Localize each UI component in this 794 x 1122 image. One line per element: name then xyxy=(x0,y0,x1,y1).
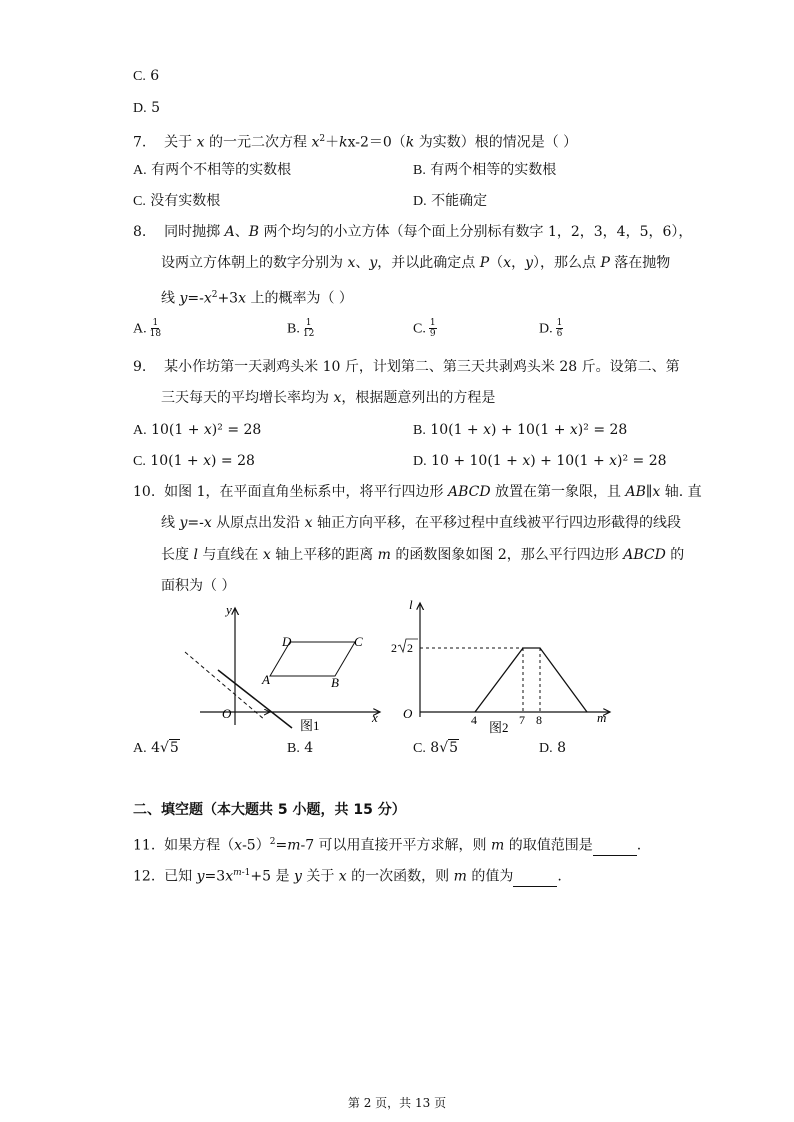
question-9-option-b: B. 10(1 + 𝑥) + 10(1 + 𝑥)² = 28 xyxy=(413,422,628,438)
tick-label-4: 4 xyxy=(471,713,477,727)
question-9-line-1: 9. 某小作坊第一天剥鸡头米 10 斤，计划第二、第三天共剥鸡头米 28 斤。设第二、第 xyxy=(133,359,680,375)
question-9-option-a: A. 10(1 + 𝑥)² = 28 xyxy=(133,422,262,438)
vertex-b-label: B xyxy=(331,675,339,690)
question-10-option-b: B. 4 xyxy=(287,740,314,756)
fraction: $\frac{1}{6}$ xyxy=(556,318,563,339)
question-7-option-c: C. 没有实数根 xyxy=(133,193,221,209)
option-c: C. 6 xyxy=(133,68,160,84)
m-axis-label: m xyxy=(597,710,607,725)
function-graph xyxy=(475,648,587,712)
question-9-option-d: D. 10 + 10(1 + 𝑥) + 10(1 + 𝑥)² = 28 xyxy=(413,453,667,469)
question-7-option-d: D. 不能确定 xyxy=(413,193,488,209)
fraction: $\frac{1}{9}$ xyxy=(429,318,436,339)
fraction: $\frac{1}{12}$ xyxy=(302,318,315,339)
answer-blank[interactable] xyxy=(513,872,557,887)
option-d: D. 5 xyxy=(133,100,160,116)
section-heading: 二、填空题（本大题共 5 小题，共 15 分） xyxy=(133,802,406,818)
question-9-line-2: 三天每天的平均增长率均为 x，根据题意列出的方程是 xyxy=(161,390,496,406)
question-10-line-4: 面积为（ ） xyxy=(161,578,236,594)
question-7-option-a: A. 有两个不相等的实数根 xyxy=(133,162,292,178)
x-axis-label: x xyxy=(372,710,378,725)
question-11: 11. 如果方程$(x-5)^2=m-7$ 可以用直接开平方求解，则 m 的取值范围是 . xyxy=(133,837,642,854)
figure-2-caption: 图2 xyxy=(489,720,509,735)
question-12: 12. 已知 $y=3x^{m-1}+5$ 是 y 关于 x 的一次函数，则 m 的值为 . xyxy=(133,868,562,885)
page-footer: 第 2 页，共 13 页 xyxy=(347,1096,447,1110)
question-10-option-a: A. 4√5 xyxy=(133,740,179,756)
tick-label-coefficient: 2 xyxy=(391,641,397,655)
question-10-line-1: 10. 如图 1，在平面直角坐标系中，将平行四边形 ABCD 放置在第一象限，且 AB∥x 轴. 直 xyxy=(133,484,702,500)
question-8-option-c: C. $\frac{1}{9}$ xyxy=(413,318,436,339)
question-8-option-b: B. $\frac{1}{12}$ xyxy=(287,318,315,339)
tick-label-7: 7 xyxy=(519,713,525,727)
answer-blank[interactable] xyxy=(593,841,637,856)
question-10-line-3: 长度 l 与直线在 x 轴上平移的距离 m 的函数图象如图 2，那么平行四边形 ABCD 的 xyxy=(161,547,685,563)
origin-label: O xyxy=(222,706,232,721)
question-8-line-1: 8. 同时抛掷 A、B 两个均匀的小立方体（每个面上分别标有数字 1，2，3，4，5，6）， xyxy=(133,224,693,240)
vertex-d-label: D xyxy=(282,634,292,649)
fraction: $\frac{1}{18}$ xyxy=(149,318,162,339)
tick-label-radicand: 2 xyxy=(407,641,413,655)
question-10-line-2: 线 y=-x 从原点出发沿 x 轴正方向平移，在平移过程中直线被平行四边形截得的线段 xyxy=(161,515,681,531)
origin-label: O xyxy=(403,706,413,721)
vertex-a-label: A xyxy=(262,672,270,687)
question-10-option-d: D. 8 xyxy=(539,740,566,756)
question-10-option-c: C. 8√5 xyxy=(413,740,459,756)
vertex-c-label: C xyxy=(354,634,363,649)
l-axis-label: l xyxy=(409,597,413,612)
question-8-option-a: A. $\frac{1}{18}$ xyxy=(133,318,162,339)
question-9-option-c: C. 10(1 + 𝑥) = 28 xyxy=(133,453,255,469)
figure-1-caption: 图1 xyxy=(300,718,320,733)
question-7-stem: 7. 关于 x 的一元二次方程 $x^2+kx-2=0(k$ 为实数）根的情况是（ ） xyxy=(133,134,578,151)
question-8-line-3: 线 $y=-x^2+3x$ 上的概率为（ ） xyxy=(161,290,353,307)
question-8-option-d: D. $\frac{1}{6}$ xyxy=(539,318,563,339)
figure-1 xyxy=(180,600,390,735)
figure-2 xyxy=(385,595,620,735)
question-8-line-2: 设两立方体朝上的数字分别为 x、y，并以此确定点 P（x，y），那么点 P 落在抛物 xyxy=(161,255,671,271)
question-7-option-b: B. 有两个相等的实数根 xyxy=(413,162,557,178)
y-axis-label: y xyxy=(226,602,232,617)
tick-label-8: 8 xyxy=(536,713,542,727)
